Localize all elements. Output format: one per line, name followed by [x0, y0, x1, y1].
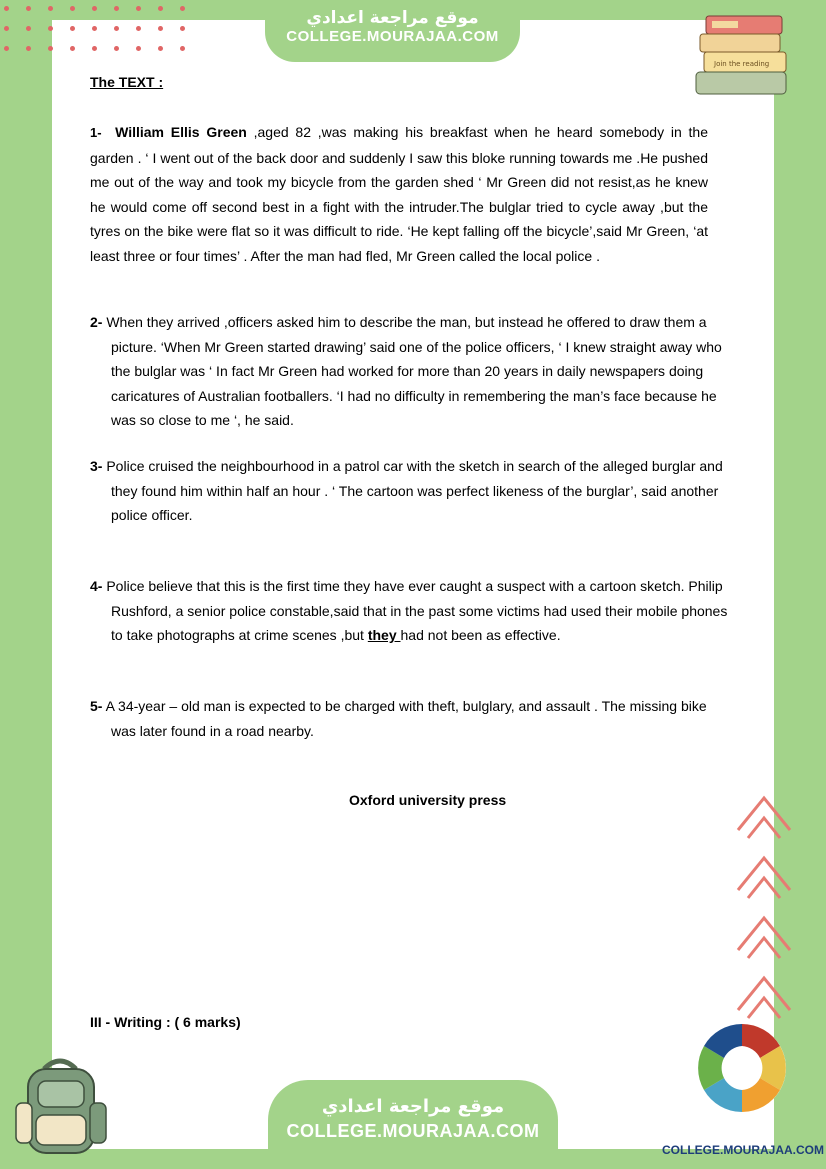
logo-url[interactable]: COLLEGE.MOURAJAA.COM	[662, 1143, 824, 1157]
paragraph-5	[90, 694, 729, 743]
paragraph-1-number: 1-	[90, 125, 102, 140]
paragraph-4-text-b: had not been as effective.	[400, 627, 561, 643]
paragraph-4-number: 4-	[90, 578, 103, 594]
header-banner	[265, 0, 520, 62]
header-url[interactable]: COLLEGE.MOURAJAA.COM	[286, 28, 499, 45]
paragraph-3-number: 3-	[90, 458, 103, 474]
paragraph-5-number: 5-	[90, 698, 103, 714]
footer-arabic-title: موقع مراجعة اعدادي	[321, 1096, 505, 1117]
text-heading: The TEXT :	[90, 74, 164, 90]
paragraph-3-text: Police cruised the neighbourhood in a patrol car with the sketch in search of the alleged burglar and they found him within half an hour . ‘ The cartoon was perfect likeness of the burglar’, said another police officer.	[106, 458, 723, 523]
books-illustration	[692, 12, 792, 98]
header-arabic-title: موقع مراجعة اعدادي	[306, 8, 479, 28]
backpack-illustration	[8, 1055, 113, 1165]
paragraph-2-text: When they arrived ,officers asked him to describe the man, but instead he offered to draw them a picture. ‘When Mr Green started drawing’ said one of the police officers, ‘ I knew straight away who the bulglar was ‘ In fact Mr Green had worked for more than 20 years in daily newspapers doing caricatures of Australian footballers. ‘I had no difficulty in remembering the man’s face because he was so close to me ‘, he said.	[106, 314, 722, 428]
logo-wheel-icon	[696, 1022, 788, 1114]
underlined-word: they	[367, 627, 401, 643]
paragraph-3	[90, 454, 729, 528]
paragraph-2-number: 2-	[90, 314, 103, 330]
book-label: Join the reading	[714, 60, 770, 68]
footer-banner	[268, 1080, 558, 1169]
dot-pattern	[4, 4, 204, 64]
person-name: William Ellis Green	[115, 124, 247, 140]
paragraph-1	[90, 120, 708, 268]
paragraph-4	[90, 574, 729, 648]
paragraph-1-text: ,aged 82 ,was making his breakfast when he heard somebody in the garden . ‘ I went out of the back door and suddenly I saw this bloke running towards me .He pushed me out of the way and took my bicycle from the garden shed ‘ Mr Green did not resist,as he knew he would come off second best in a fight with the intruder.The bulglar tried to cycle away ,but the tyres on the bike were flat so it was difficult to ride. ‘He kept falling off the bicycle’,said Mr Green, ‘at least three or four times’ . After the man had fled, Mr Green called the local police .	[90, 124, 708, 264]
footer-url[interactable]: COLLEGE.MOURAJAA.COM	[286, 1121, 540, 1141]
chevron-decoration	[734, 790, 794, 1030]
left-frame	[0, 0, 52, 1169]
source-credit: Oxford university press	[349, 792, 507, 808]
paragraph-5-text: A 34-year – old man is expected to be charged with theft, bulglary, and assault . The missing bike was later found in a road nearby.	[105, 698, 707, 739]
writing-heading: III - Writing : ( 6 marks)	[90, 1014, 241, 1030]
paragraph-4-text-a: Police believe that this is the first time they have ever caught a suspect with a cartoon sketch. Philip Rushford, a senior police constable,said that in the past some victims had used their mobile phones to take photographs at crime scenes ,but	[106, 578, 728, 643]
paragraph-2	[90, 310, 729, 433]
